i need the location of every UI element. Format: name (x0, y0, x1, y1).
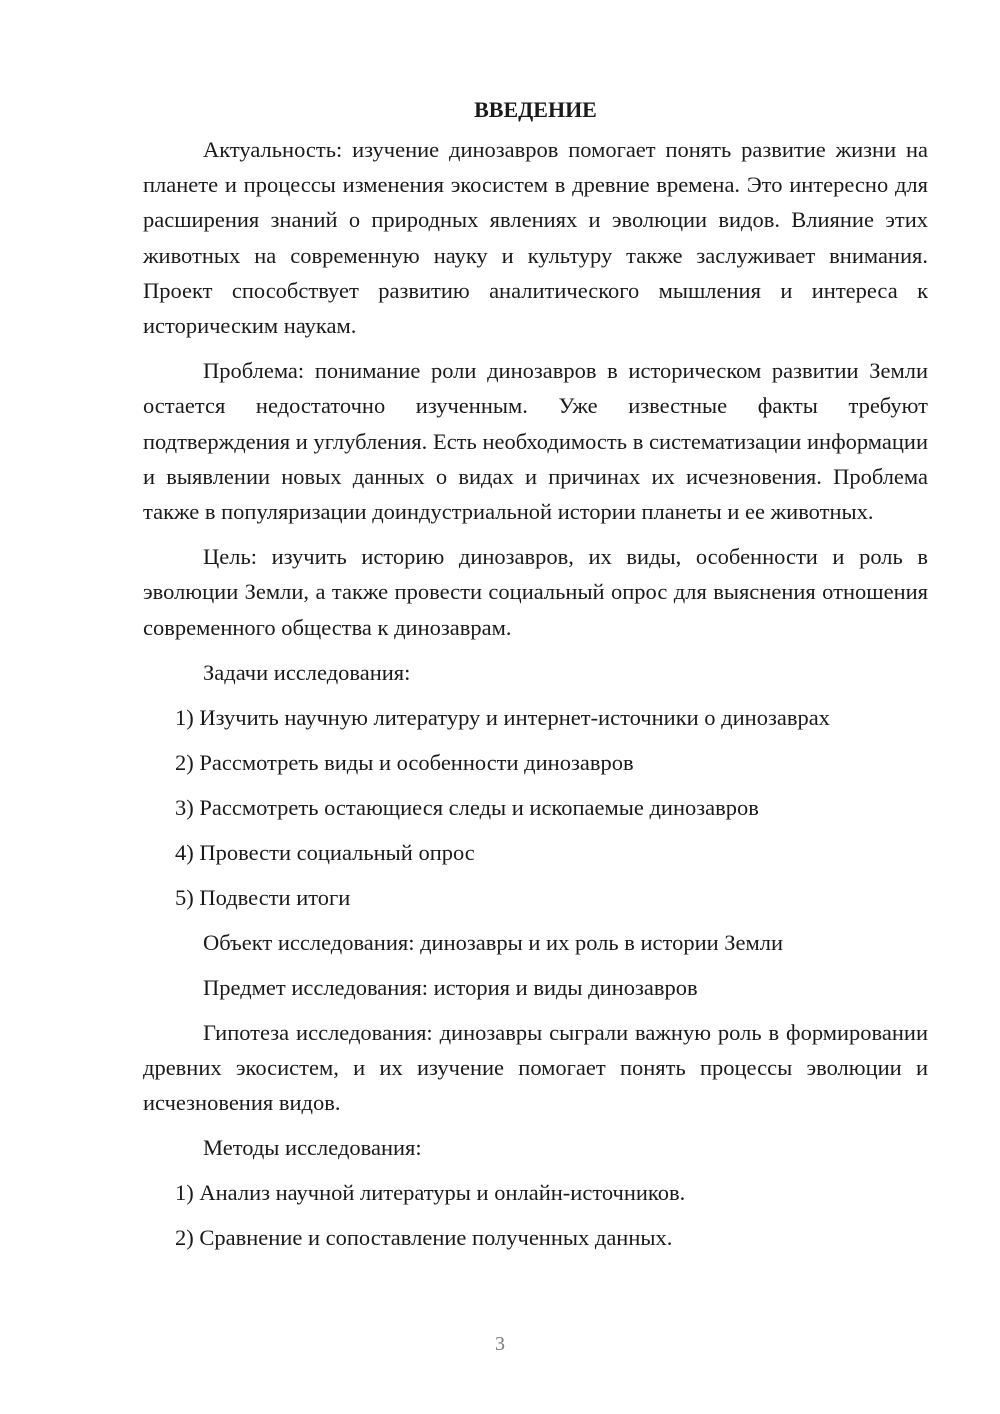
section-title: ВВЕДЕНИЕ (474, 97, 597, 122)
task-item: 4) Провести социальный опрос (175, 839, 475, 865)
methods-heading: Методы исследования: (203, 1135, 422, 1161)
research-subject: Предмет исследования: история и виды динозавров (203, 974, 698, 1000)
task-item: 5) Подвести итоги (175, 884, 351, 910)
task-item: 1) Изучить научную литературу и интернет-источники о динозаврах (175, 704, 830, 730)
hypothesis-paragraph: Гипотеза исследования: динозавры сыграли важную роль в формировании древних экосистем, и их изучение помогает понять процессы эволюции и исчезновения видов. (143, 1019, 928, 1116)
page-number: 3 (495, 1333, 505, 1355)
method-item: 1) Анализ научной литературы и онлайн-источников. (175, 1180, 686, 1206)
tasks-heading: Задачи исследования: (203, 659, 411, 685)
goal-paragraph: Цель: изучить историю динозавров, их виды, особенности и роль в эволюции Земли, а также провести социальный опрос для выяснения отношения современного общества к динозаврам. (143, 544, 928, 640)
problem-paragraph: Проблема: понимание роли динозавров в историческом развитии Земли остается недостаточно изученным. Уже известные факты требуют подтверждения и углубления. Есть необходимость в систематизации информации и выявлении новых данных о видах и причинах их исчезновения. Проблема также в популяризации доиндустриальной истории планеты и ее животных. (143, 358, 928, 525)
document-page (143, 92, 928, 1265)
task-item: 3) Рассмотреть остающиеся следы и ископаемые динозавров (175, 794, 759, 820)
task-item: 2) Рассмотреть виды и особенности динозавров (175, 749, 634, 775)
research-object: Объект исследования: динозавры и их роль в истории Земли (203, 929, 784, 955)
relevance-paragraph: Актуальность: изучение динозавров помогает понять развитие жизни на планете и процессы изменения экосистем в древние времена. Это интересно для расширения знаний о природных явлениях и эволюции видов. Влияние этих животных на современную науку и культуру также заслуживает внимания. Проект способствует развитию аналитического мышления и интереса к историческим наукам. (143, 137, 928, 339)
method-item: 2) Сравнение и сопоставление полученных данных. (175, 1225, 673, 1251)
